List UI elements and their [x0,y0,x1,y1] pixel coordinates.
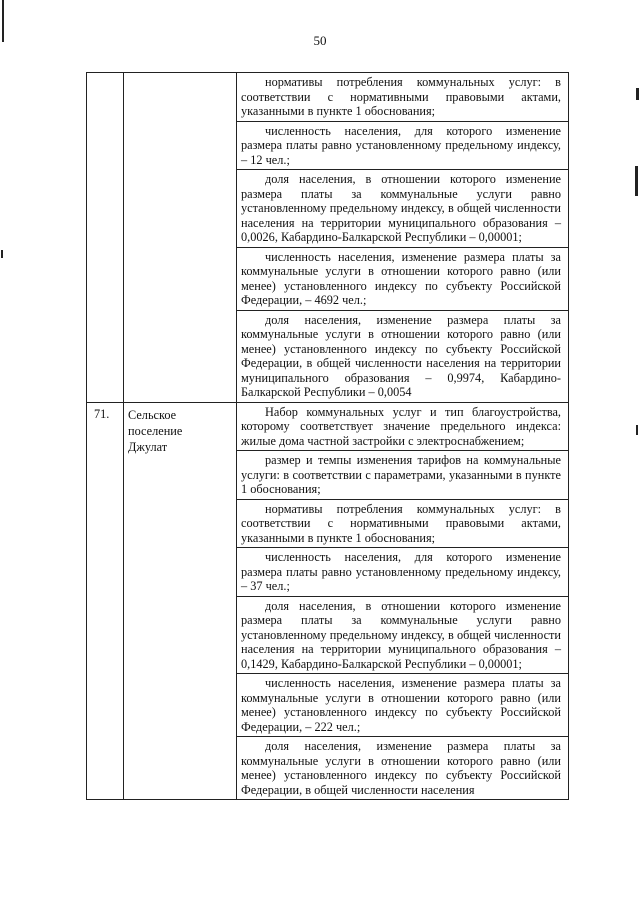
left-edge-mark [2,0,4,42]
right-edge-mark [636,425,638,435]
row-number-cell [87,402,124,800]
indicator-paragraph: нормативы потребления коммунальных услуг: в соответствии с нормативными правовыми актами, указанными в пункте 1 обоснования; [237,500,568,549]
indicator-paragraph: доля населения, в отношении которого изменение размера платы за коммунальные услуги равно установленному предельному индексу, в общей численности населения на территории муниципального образования – 0,0026, Кабардино-Балкарской Республики – 0,00001; [237,170,568,248]
page-number: 50 [313,33,327,48]
indicator-paragraph: доля населения, изменение размера платы за коммунальные услуги в отношении которого равно (или менее) установленного индексу по субъекту Российской Федерации, в общей численности населения на территории муниципального образования – 0,9974, Кабардино-Балкарской Республики – 0,0054 [241,312,561,399]
indicator-paragraph: численность населения, изменение размера платы за коммунальные услуги в отношении которого равно (или менее) установленного индексу по субъекту Российской Федерации, – 4692 чел.; [237,248,568,311]
settlement-name [124,73,198,77]
indicator-paragraph: нормативы потребления коммунальных услуг: в соответствии с нормативными правовыми актами, указанными в пункте 1 обоснования; [237,73,568,122]
settlement-name-cell [124,73,237,403]
indicator-paragraph: численность населения, для которого изменение размера платы равно установленному предельному индексу, – 37 чел.; [237,548,568,597]
indicators-cell [237,73,569,403]
table-row [87,402,569,800]
indicator-paragraph: размер и темпы изменения тарифов на коммунальные услуги: в соответствии с параметрами, указанными в пункте 1 обоснования; [237,451,568,500]
settlement-name-cell [124,402,237,800]
row-number: 71. [94,406,110,421]
left-edge-mark [1,250,3,258]
right-edge-mark [635,166,638,196]
indicators-cell [237,402,569,800]
indicator-paragraph: доля населения, в отношении которого изменение размера платы за коммунальные услуги равно установленному предельному индексу, в общей численности населения на территории муниципального образования – 0,1429, Кабардино-Балкарской Республики – 0,00001; [237,597,568,675]
indicator-paragraph: доля населения, изменение размера платы за коммунальные услуги в отношении которого равно (или менее) установленного индексу по субъекту Российской Федерации, в общей численности населения [241,739,561,797]
right-edge-mark [636,88,639,100]
indicator-paragraph: численность населения, для которого изменение размера платы равно установленному предельному индексу, – 12 чел.; [237,122,568,171]
data-table [86,72,569,800]
row-number [87,73,123,77]
row-number-cell [87,73,124,403]
table-row [87,73,569,403]
indicator-paragraph: Набор коммунальных услуг и тип благоустройства, которому соответствует значение предельного индекса: жилые дома частной застройки с электроснабжением; [237,403,568,452]
indicator-paragraph: численность населения, изменение размера платы за коммунальные услуги в отношении которого равно (или менее) установленного индексу по субъекту Российской Федерации, – 222 чел.; [237,674,568,737]
settlement-name: Сельское поселение Джулат [128,407,183,454]
